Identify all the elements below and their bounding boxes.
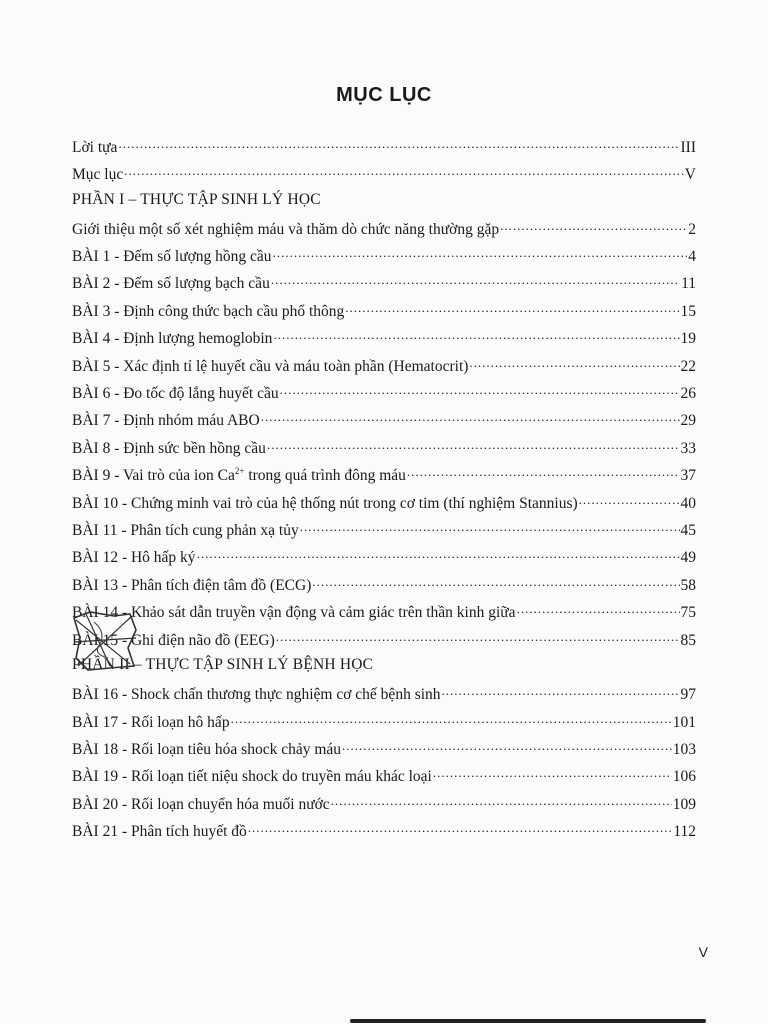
dot-leader xyxy=(345,300,679,316)
dot-leader xyxy=(197,547,680,563)
dot-leader xyxy=(500,218,687,234)
toc-entry-label: Mục lục xyxy=(72,165,124,183)
toc-entry xyxy=(72,437,696,464)
toc-entry-label: BÀI 11 - Phân tích cung phản xạ tủy xyxy=(72,521,299,539)
toc-entry xyxy=(72,629,696,656)
toc-entry-label: BÀI 6 - Đo tốc độ lắng huyết cầu xyxy=(72,385,279,403)
toc-entry-label: BÀI 12 - Hô hấp ký xyxy=(72,549,196,567)
toc-entry-label: BÀI 14 - Khảo sát dẫn truyền vận động và cảm giác trên thần kinh giữa xyxy=(72,604,516,622)
footer-page-number: V xyxy=(698,944,708,960)
toc-entry xyxy=(72,383,696,410)
toc-entry xyxy=(72,355,696,382)
dot-leader xyxy=(331,793,672,809)
dot-leader xyxy=(280,383,680,399)
toc-entry-label-part: BÀI 9 - Vai trò của ion Ca xyxy=(72,467,235,485)
toc-entry xyxy=(72,821,696,848)
dot-leader xyxy=(261,410,680,426)
scan-edge-line xyxy=(350,1019,706,1023)
dot-leader xyxy=(273,246,688,262)
toc-page-number: 45 xyxy=(680,521,696,539)
toc-page-number: 15 xyxy=(680,302,696,320)
toc-page-number: 29 xyxy=(680,412,696,430)
toc-page-number: 112 xyxy=(673,823,696,841)
toc-entry xyxy=(72,574,696,601)
toc-entry xyxy=(72,218,696,245)
toc-page-number: 37 xyxy=(680,467,696,485)
toc-page-number: 19 xyxy=(680,330,696,348)
dot-leader xyxy=(342,739,672,755)
toc-entry xyxy=(72,300,696,327)
toc-entry-label xyxy=(72,467,406,485)
toc-entry-label: Giới thiệu một số xét nghiệm máu và thăm dò chức năng thường gặp xyxy=(72,220,500,238)
toc-entry-label: BÀI 19 - Rối loạn tiết niệu shock do truyền máu khác loại xyxy=(72,768,432,786)
toc-entry-label: BÀI 16 - Shock chấn thương thực nghiệm cơ chế bệnh sinh xyxy=(72,686,441,704)
table-of-contents xyxy=(72,136,696,848)
toc-entry-label: BÀI 1 - Đếm số lượng hồng cầu xyxy=(72,248,272,266)
toc-page-number: 49 xyxy=(680,549,696,567)
dot-leader xyxy=(300,519,680,535)
toc-entry-label: BÀI 8 - Định sức bền hồng cầu xyxy=(72,439,266,457)
dot-leader xyxy=(312,574,679,590)
dot-leader xyxy=(231,711,672,727)
toc-entry-label: BÀI 15 - Ghi điện não đồ (EEG) xyxy=(72,631,275,649)
dot-leader xyxy=(433,766,672,782)
page-title: MỤC LỤC xyxy=(336,84,432,106)
toc-entry-label: BÀI 18 - Rối loạn tiêu hóa shock chảy máu xyxy=(72,741,342,759)
toc-page-number: 106 xyxy=(672,768,696,786)
toc-entry-label: BÀI 5 - Xác định tỉ lệ huyết cầu và máu toàn phần (Hematocrit) xyxy=(72,357,469,375)
toc-page-number: 33 xyxy=(680,439,696,457)
toc-entry-label: BÀI 4 - Định lượng hemoglobin xyxy=(72,330,273,348)
dot-leader xyxy=(469,355,679,371)
toc-entry-label: BÀI 10 - Chứng minh vai trò của hệ thống nút trong cơ tim (thí nghiệm Stannius) xyxy=(72,494,578,512)
toc-entry-label: BÀI 20 - Rối loạn chuyển hóa muối nước xyxy=(72,795,330,813)
dot-leader xyxy=(267,437,680,453)
toc-entry xyxy=(72,163,696,190)
dot-leader xyxy=(517,602,680,618)
toc-entry xyxy=(72,465,696,492)
dot-leader xyxy=(271,273,680,289)
toc-page-number: 75 xyxy=(680,604,696,622)
toc-entry-label: BÀI 17 - Rối loạn hô hấp xyxy=(72,713,230,731)
toc-page-number: 4 xyxy=(688,248,696,266)
dot-leader xyxy=(124,163,684,179)
toc-entry xyxy=(72,793,696,820)
toc-entry-label: BÀI 2 - Đếm số lượng bạch cầu xyxy=(72,275,270,293)
toc-page-number: 2 xyxy=(688,220,696,238)
toc-entry-label: Lời tựa xyxy=(72,138,118,156)
toc-entry xyxy=(72,684,696,711)
toc-page-number: 109 xyxy=(672,795,696,813)
toc-entry-label: BÀI 7 - Định nhóm máu ABO xyxy=(72,412,260,430)
dot-leader xyxy=(407,465,680,481)
toc-entry-label-part: trong quá trình đông máu xyxy=(244,467,406,485)
toc-page-number: 58 xyxy=(680,576,696,594)
toc-entry xyxy=(72,739,696,766)
toc-entry xyxy=(72,328,696,355)
toc-entry-label: BÀI 3 - Định công thức bạch cầu phổ thông xyxy=(72,302,345,320)
toc-entry xyxy=(72,766,696,793)
toc-entry xyxy=(72,519,696,546)
toc-entry-label: BÀI 13 - Phân tích điện tâm đồ (ECG) xyxy=(72,576,312,594)
toc-entry xyxy=(72,136,696,163)
dot-leader xyxy=(276,629,680,645)
toc-entry xyxy=(72,547,696,574)
toc-page-number: 22 xyxy=(680,357,696,375)
dot-leader xyxy=(118,136,679,152)
toc-entry xyxy=(72,602,696,629)
toc-page-number: III xyxy=(680,138,696,156)
dot-leader xyxy=(442,684,680,700)
toc-entry-label: BÀI 21 - Phân tích huyết đồ xyxy=(72,823,247,841)
toc-page-number: 40 xyxy=(680,494,696,512)
dot-leader xyxy=(579,492,680,508)
toc-entry xyxy=(72,246,696,273)
dot-leader xyxy=(273,328,679,344)
toc-page-number: 101 xyxy=(672,713,696,731)
toc-page-number: 103 xyxy=(672,741,696,759)
toc-page-number: V xyxy=(684,165,696,183)
toc-entry xyxy=(72,410,696,437)
toc-entry xyxy=(72,492,696,519)
dot-leader xyxy=(248,821,673,837)
toc-entry xyxy=(72,711,696,738)
toc-page-number: 26 xyxy=(680,385,696,403)
toc-entry-superscript: 2+ xyxy=(234,466,245,477)
toc-page-number: 97 xyxy=(680,686,696,704)
toc-section-heading: PHẦN I – THỰC TẬP SINH LÝ HỌC xyxy=(72,190,321,208)
toc-entry xyxy=(72,273,696,300)
toc-page-number: 85 xyxy=(680,631,696,649)
toc-page-number: 11 xyxy=(681,275,696,293)
scribble-stamp-icon xyxy=(70,608,144,672)
toc-section-heading: PHẦN II – THỰC TẬP SINH LÝ BỆNH HỌC xyxy=(72,656,374,674)
